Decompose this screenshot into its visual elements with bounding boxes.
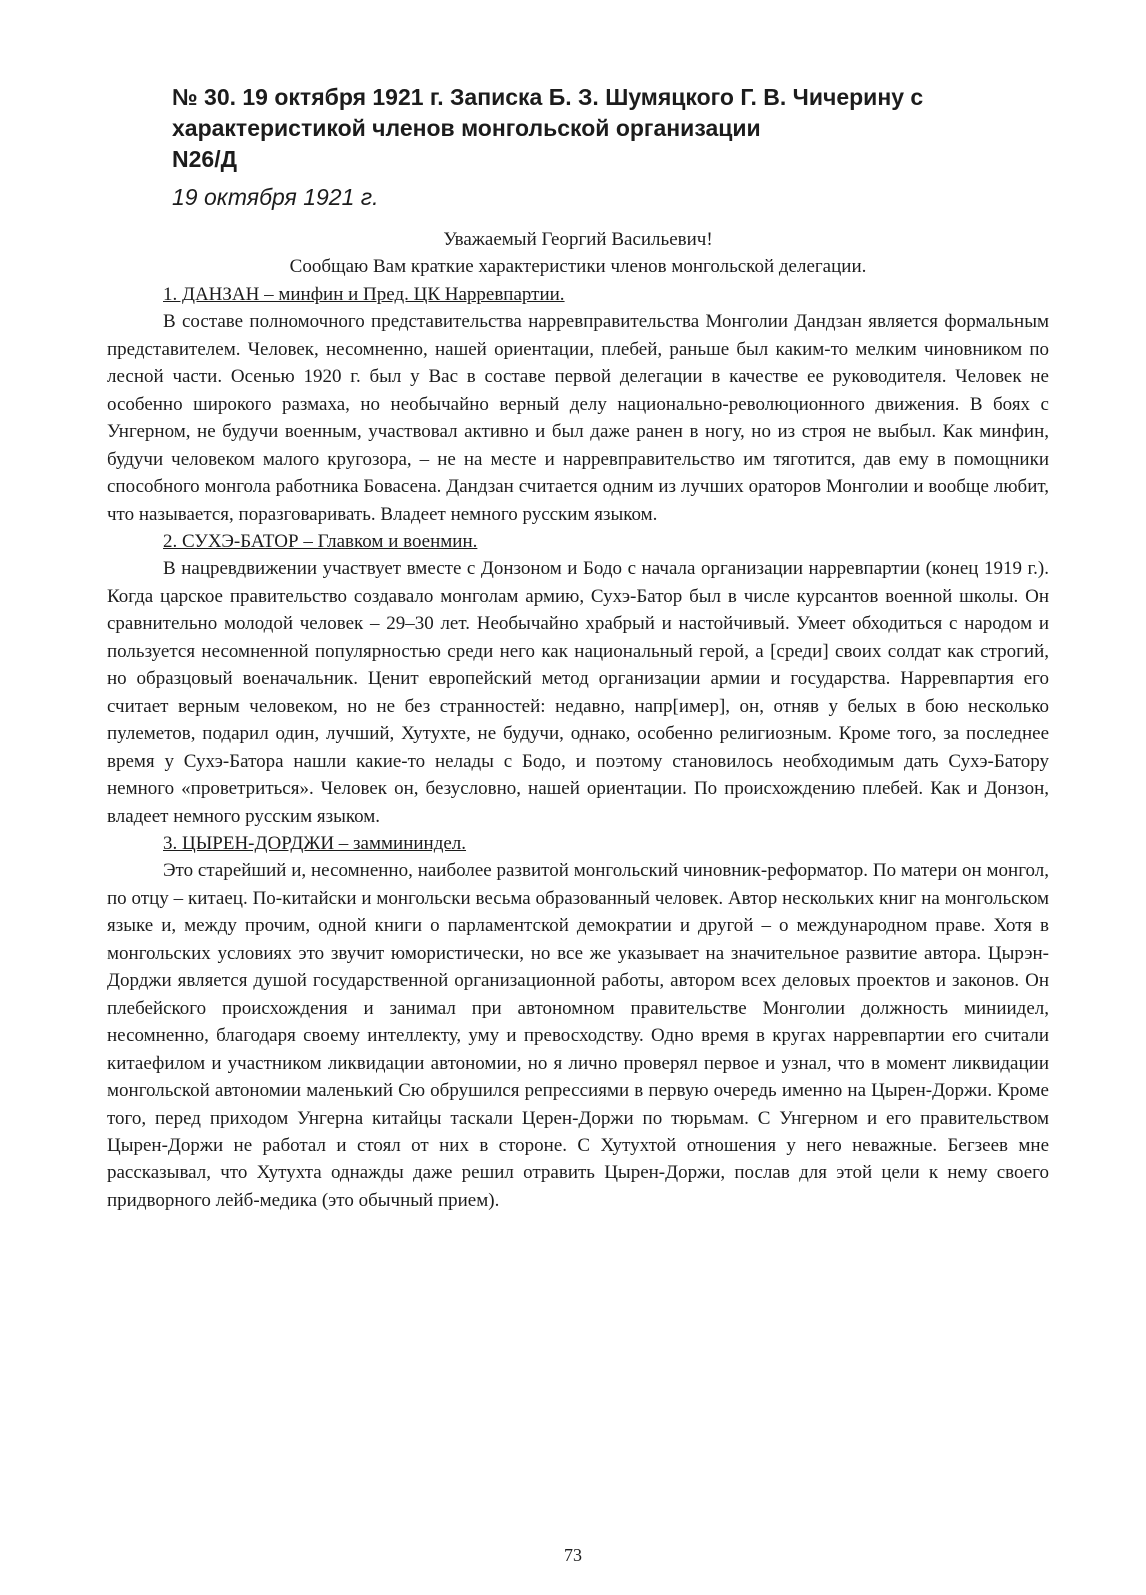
page-number: 73	[564, 1545, 582, 1565]
intro-line: Сообщаю Вам краткие характеристики членов монгольской делегации.	[289, 256, 867, 278]
section-text-3: Это старейший и, несомненно, наиболее развитой монгольский чиновник-реформатор. По матери он монгол, по отцу – китаец. По-китайски и монгольски весьма образованный человек. Автор нескольких книг на монгольском языке и, между прочим, одной книги о парламентской демократии и другой – о международном праве. Хотя в монгольских условиях это звучит юмористически, но все же указывает на значительное развитие автора. Цырэн-Дорджи является душой государственной организационной работы, автором всех деловых проектов и законов. Он плебейского происхождения и занимал при автономном правительстве Монголии должность миниидел, несомненно, благодаря своему интеллекту, уму и превосходству. Одно время в кругах нарревпартии его считали китаефилом и участником ликвидации автономии, но я лично проверял первое и узнал, что в момент ликвидации монгольской автономии маленький Сю обрушился репрессиями в первую очередь именно на Цырен-Доржи. Кроме того, перед приходом Унгерна китайцы таскали Церен-Доржи по тюрьмам. С Унгерном и его правительством Цырен-Доржи не работал и стоял от них в стороне. С Хутухтой отношения у него неважные. Бегзеев мне рассказывал, что Хутухта однажды даже решил отравить Цырен-Доржи, послав для этой цели к нему своего придворного лейб-медика (это обычный прием).	[107, 860, 1049, 1211]
document-date: 19 октября 1921 г.	[172, 184, 379, 210]
section-title-2	[107, 528, 1049, 555]
document-body	[107, 226, 1049, 1214]
section-title-text: 2. СУХЭ-БАТОР – Главком и военмин.	[163, 530, 478, 552]
section-title-text: 3. ЦЫРЕН-ДОРДЖИ – заммининдел.	[163, 832, 467, 854]
document-heading	[172, 82, 1062, 175]
section-text-2: В нацревдвижении участвует вместе с Донзоном и Бодо с начала организации нарревпартии (конец 1919 г.). Когда царское правительство создавало монголам армию, Сухэ-Батор был в числе курсантов военной школы. Он сравнительно молодой человек – 29–30 лет. Необычайно храбрый и настойчивый. Умеет обходиться с народом и пользуется несомненной популярностью среди него как национальный герой, а [среди] своих солдат как строгий, но образцовый военачальник. Ценит европейский метод организации армии и государства. Нарревпартия его считает верным человеком, но не без странностей: недавно, напр[имер], он, отняв у белых в бою несколько пулеметов, подарил один, лучший, Хутухте, не будучи, однако, особенно религиозным. Кроме того, за последнее время у Сухэ-Батора нашли какие-то нелады с Бодо, и поэтому становилось необходимым дать Сухэ-Батору немного «проветриться». Человек он, безусловно, нашей ориентации. По происхождению плебей. Как и Донзон, владеет немного русским языком.	[107, 558, 1049, 827]
salutation: Уважаемый Георгий Васильевич!	[443, 229, 713, 250]
document-reference: N26/Д	[172, 146, 237, 172]
section-title-1	[107, 281, 1049, 308]
heading-text: № 30. 19 октября 1921 г. Записка Б. З. Шумяцкого Г. В. Чичерину с характеристикой членов монгольской организации	[172, 84, 924, 141]
section-title-3	[107, 830, 1049, 857]
section-text-1: В составе полномочного представительства нарревправительства Монголии Дандзан является формальным представителем. Человек, несомненно, нашей ориентации, плебей, раньше был каким-то мелким чиновником по лесной части. Осенью 1920 г. был у Вас в составе первой делегации в качестве ее руководителя. Человек не особенно широкого размаха, но необычайно верный делу национально-революционного движения. В боях с Унгерном, не будучи военным, участвовал активно и был даже ранен в ногу, но из строя не выбыл. Как минфин, будучи человеком малого кругозора, – не на месте и нарревправительство им тяготится, дав ему в помощники способного монгола работника Бовасена. Дандзан считается одним из лучших ораторов Монголии и вообще любит, что называется, поразговаривать. Владеет немного русским языком.	[107, 311, 1049, 525]
section-title-text: 1. ДАНЗАН – минфин и Пред. ЦК Нарревпартии.	[163, 283, 565, 305]
